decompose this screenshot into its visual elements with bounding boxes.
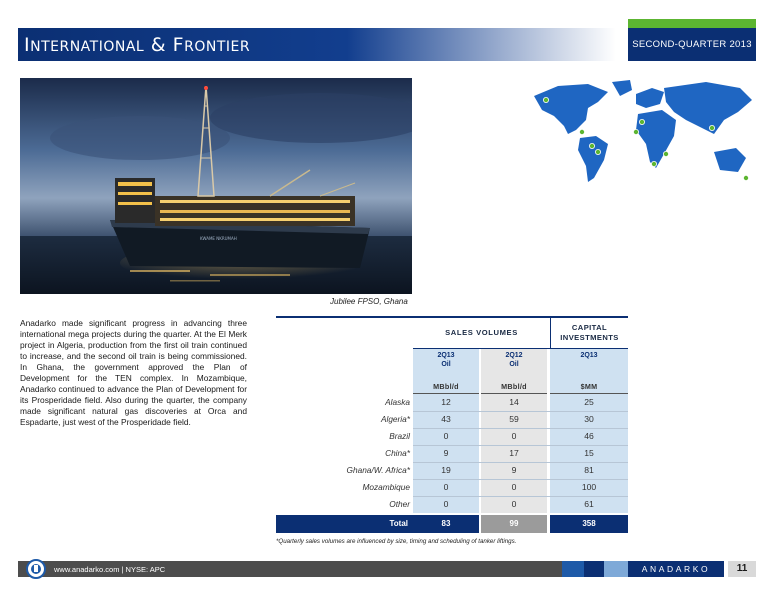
world-map-icon (528, 78, 758, 190)
col-c-unit: $MM (580, 382, 598, 391)
cell-2q13-oil: 19 (441, 465, 451, 475)
world-map-graphic (528, 78, 758, 190)
table-row (276, 394, 628, 411)
col-b-unit: MBbl/d (501, 382, 527, 391)
cell-capex: 25 (584, 397, 594, 407)
cell-2q13-oil: 0 (443, 482, 449, 492)
cell-2q12-oil: 9 (511, 465, 517, 475)
col-b-heading (481, 351, 547, 369)
capex-header-line2: INVESTMENTS (560, 333, 619, 342)
row-label: Brazil (389, 431, 410, 441)
row-label: China* (385, 448, 410, 458)
fpso-photo (20, 78, 412, 294)
table-row (276, 462, 628, 479)
table-row (276, 479, 628, 496)
cell-2q12-oil: 17 (509, 448, 519, 458)
page-title-text: INTERNATIONAL & FRONTIER (24, 34, 251, 56)
cell-capex: 15 (584, 448, 594, 458)
logo-mark (28, 561, 44, 577)
hull-name: KWAME NKRUMAH (200, 236, 237, 241)
table-row (276, 445, 628, 462)
row-label: Alaska (385, 397, 410, 407)
row-label: Mozambique (362, 482, 410, 492)
page-number: 11 (736, 563, 748, 574)
cell-2q12-oil: 0 (511, 499, 517, 509)
total-row (276, 515, 628, 533)
cell-capex: 100 (581, 482, 597, 492)
col-a-unit: MBbl/d (433, 382, 459, 391)
table-footnote: *Quarterly sales volumes are influenced by size, timing and scheduling of tanker liftings. (276, 538, 517, 545)
cell-2q12-oil: 14 (509, 397, 519, 407)
sales-volumes-header: SALES VOLUMES (445, 328, 518, 337)
cell-2q13-oil: 43 (441, 414, 451, 424)
col-b-period: 2Q12 (505, 352, 523, 359)
total-2q12-oil: 99 (509, 519, 519, 528)
period-badge (628, 28, 756, 61)
total-capex: 358 (582, 519, 596, 528)
body-paragraph: Anadarko made significant progress in advancing three international mega projects during the quarter. At the El Merk project in Algeria, production from the first oil train continued to increase, and the second oil train is being commissioned. In Ghana, the government approved the Plan of Development for the TEN complex. In Mozambique, Anadarko continued to advance the Plan of Development for its Prosperidade field. Also during the quarter, the company made significant natural gas discoveries at Orca and Espadarte, just west of the Prosperidade field. (20, 318, 247, 427)
brand-name: ANADARKO (641, 564, 711, 574)
col-a-heading (413, 351, 479, 369)
row-label: Other (389, 499, 410, 509)
col-b-product: Oil (509, 361, 519, 368)
table-row (276, 428, 628, 445)
row-label: Algeria* (380, 414, 410, 424)
cell-2q13-oil: 9 (443, 448, 449, 458)
total-label: Total (389, 519, 408, 528)
fpso-photo-image (20, 78, 412, 294)
cell-2q12-oil: 0 (511, 431, 517, 441)
table-row (276, 411, 628, 428)
cell-2q13-oil: 0 (443, 499, 449, 509)
page-title (24, 34, 250, 56)
page-number-box (728, 561, 756, 577)
title-bar (18, 28, 616, 61)
capex-header-line1: CAPITAL (571, 323, 608, 332)
accent-tab (628, 19, 756, 28)
total-2q13-oil: 83 (441, 519, 451, 528)
table-row (276, 496, 628, 513)
col-c-period: 2Q13 (580, 352, 598, 359)
footer-accent-3 (604, 561, 628, 577)
cell-capex: 46 (584, 431, 594, 441)
cell-capex: 81 (584, 465, 594, 475)
row-label: Ghana/W. Africa* (346, 465, 410, 475)
photo-caption: Jubilee FPSO, Ghana (330, 297, 408, 306)
brand-badge (628, 561, 724, 577)
period-label: SECOND-QUARTER 2013 (632, 39, 752, 50)
col-a-period: 2Q13 (437, 352, 455, 359)
anadarko-logo-icon (26, 559, 46, 579)
cell-2q13-oil: 0 (443, 431, 449, 441)
cell-capex: 30 (584, 414, 594, 424)
footer-accent-2 (584, 561, 604, 577)
capital-investments-header (550, 318, 628, 348)
cell-capex: 61 (584, 499, 594, 509)
cell-2q12-oil: 59 (509, 414, 519, 424)
footer-accent-1 (562, 561, 584, 577)
col-a-product: Oil (441, 361, 451, 368)
col-c-heading (550, 351, 628, 360)
cell-2q13-oil: 12 (441, 397, 451, 407)
cell-2q12-oil: 0 (511, 482, 517, 492)
footer-website[interactable]: www.anadarko.com | NYSE: APC (54, 565, 166, 574)
